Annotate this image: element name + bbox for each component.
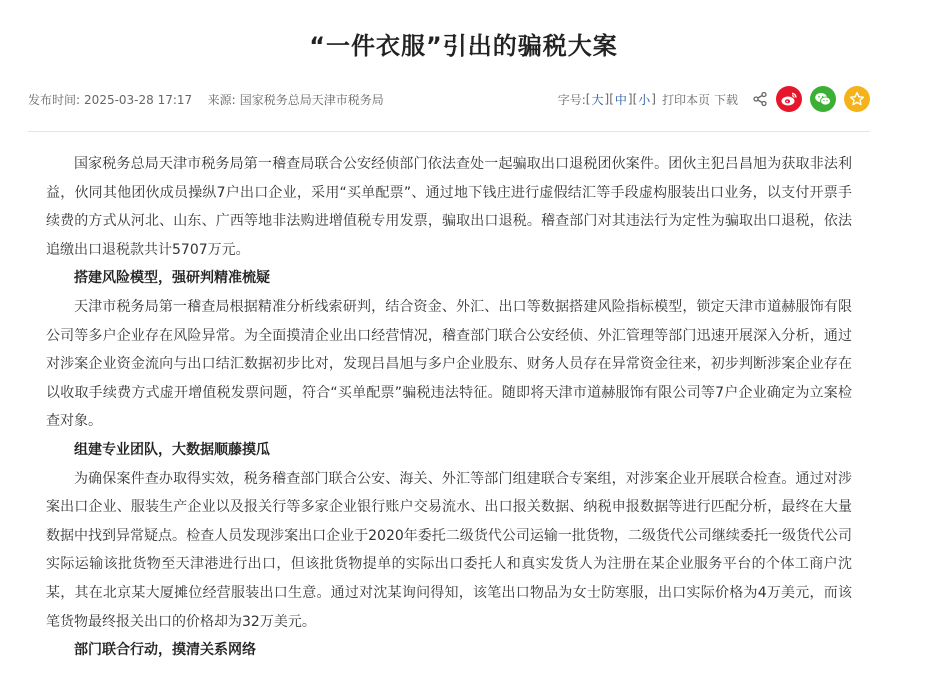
article-title: “一件衣服”引出的骗税大案	[309, 32, 618, 60]
section-heading-3: 部门联合行动，摸清关系网络	[74, 642, 256, 659]
bracket-open: [	[585, 92, 591, 106]
font-size-label: 字号:	[557, 92, 586, 107]
download-button[interactable]: 下载	[713, 92, 738, 107]
print-page-button[interactable]: 打印本页	[661, 92, 710, 107]
star-icon	[849, 91, 865, 107]
section-heading-1: 搭建风险模型，强研判精准梳疑	[74, 270, 270, 287]
publish-time: 2025-03-28 17:17	[84, 92, 193, 107]
paragraph-1: 国家税务总局天津市税务局第一稽查局联合公安经侦部门依法查处一起骗取出口退税团伙案件。团伙主犯吕昌旭为获取非法利益，伙同其他团伙成员操纵7户出口企业，采用“买单配票”、通过地下钱庄进行虚假结汇等手段虚构服装出口业务，以支付开票手续费的方式从河北、山东、广西等地非法购进增值税专用发票，骗取出口退税。稽查部门对其违法行为定性为骗取出口退税，依法追缴出口退税款共计5707万元。	[46, 156, 852, 258]
share-icon[interactable]	[752, 91, 768, 107]
publish-time-label: 发布时间:	[28, 92, 81, 107]
source-label: 来源:	[207, 92, 236, 107]
bracket-close-1: ]	[604, 92, 610, 106]
wechat-share-button[interactable]	[810, 86, 836, 112]
favorite-button[interactable]	[844, 86, 870, 112]
bracket-open-3: [	[632, 92, 638, 106]
bracket-close-3: ]	[651, 92, 656, 106]
article-tools	[558, 86, 870, 112]
header-divider	[28, 131, 870, 132]
paragraph-3: 为确保案件查办取得实效，税务稽查部门联合公安、海关、外汇等部门组建联合专案组，对涉案企业开展联合检查。通过对涉案出口企业、服装生产企业以及报关行等多家企业银行账户交易流水、出口报关数据、纳税申报数据等进行匹配分析，最终在大量数据中找到异常疑点。检查人员发现涉案出口企业于2020年委托二级货代公司运输一批货物，二级货代公司继续委托一级货代公司实际运输该批货物至天津港进行出口，但该批货物提单的实际出口委托人和真实发货人为注册在某企业服务平台的个体工商户沈某，其在北京某大厦摊位经营服装出口生意。通过对沈某询问得知，该笔出口物品为女士防寒服，出口实际价格为4万美元，而该笔货物最终报关出口的价格却为32万美元。	[46, 470, 852, 630]
font-size-large-button[interactable]: 大	[591, 92, 604, 107]
weibo-icon	[780, 91, 798, 107]
article-body	[46, 150, 852, 665]
source-name: 国家税务总局天津市税务局	[239, 92, 384, 107]
font-size-medium-button[interactable]: 中	[614, 92, 627, 107]
paragraph-2: 天津市税务局第一稽查局根据精准分析线索研判，结合资金、外汇、出口等数据搭建风险指标模型，锁定天津市道赫服饰有限公司等多户企业存在风险异常。为全面摸清企业出口经营情况，稽查部门联合公安经侦、外汇管理等部门迅速开展深入分析，通过对涉案企业资金流向与出口结汇数据初步比对，发现吕昌旭与多户企业股东、财务人员存在异常资金往来，初步判断涉案企业存在以收取手续费方式虚开增值税发票问题，符合“买单配票”骗税违法特征。随即将天津市道赫服饰有限公司等7户企业确定为立案检查对象。	[46, 298, 852, 430]
publish-info	[28, 91, 388, 108]
section-heading-2: 组建专业团队，大数据顺藤摸瓜	[74, 441, 270, 458]
wechat-icon	[814, 91, 832, 107]
weibo-share-button[interactable]	[776, 86, 802, 112]
article-meta-bar	[28, 84, 870, 114]
bracket-close-2: ]	[627, 92, 633, 106]
font-size-small-button[interactable]: 小	[638, 92, 651, 107]
bracket-open-2: [	[609, 92, 614, 106]
